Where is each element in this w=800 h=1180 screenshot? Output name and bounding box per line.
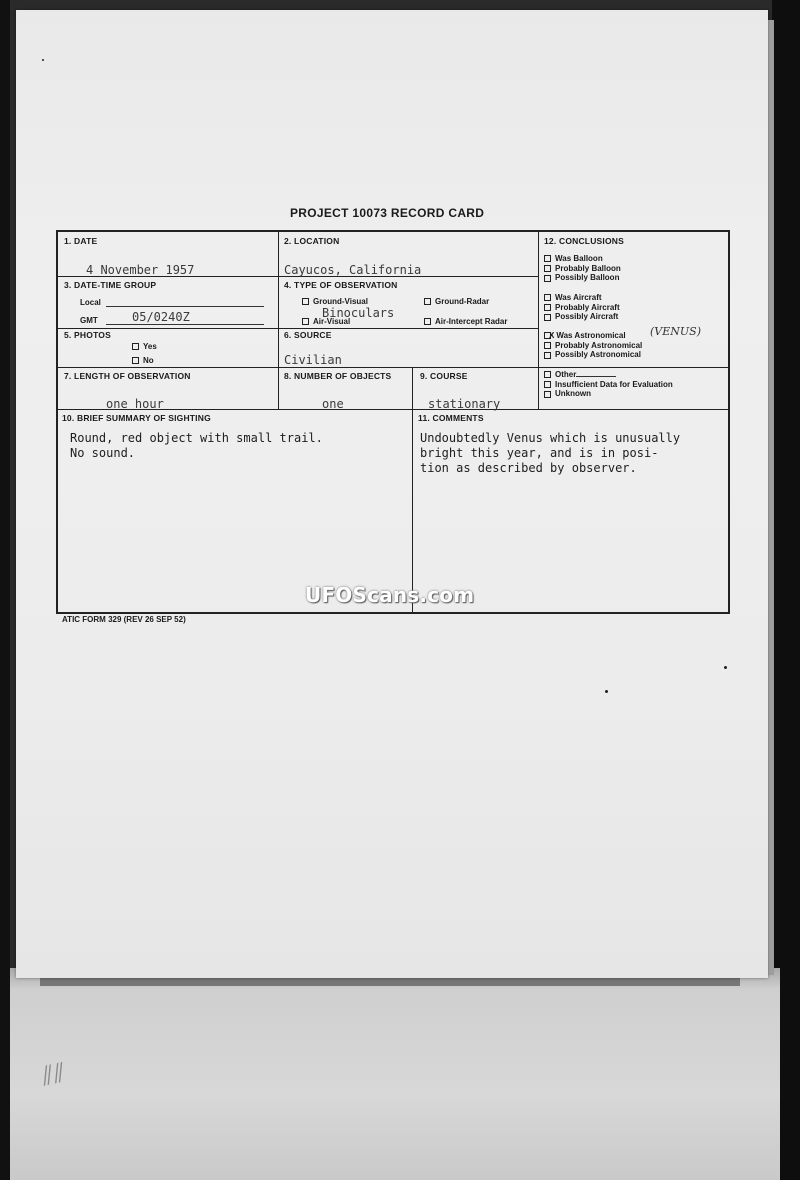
scratch-mark: ⫽⫽ bbox=[39, 1057, 68, 1093]
course-value: stationary bbox=[428, 397, 501, 411]
source-value: Civilian bbox=[284, 353, 342, 367]
underlying-sheet bbox=[10, 968, 780, 1180]
conclusions-aircraft: Was Aircraft Probably Aircraft Possibly Aircraft bbox=[544, 293, 620, 322]
date-label: 1. DATE bbox=[64, 236, 98, 246]
checkbox-icon bbox=[132, 357, 139, 364]
dust-speck bbox=[724, 666, 727, 669]
option-air-intercept-radar: Air-Intercept Radar bbox=[424, 317, 507, 326]
scan-border-left bbox=[0, 0, 10, 1180]
number-of-objects-label: 8. NUMBER OF OBJECTS bbox=[284, 371, 392, 381]
dust-speck bbox=[605, 690, 608, 693]
watermark: UFOScans.com bbox=[305, 583, 475, 607]
source-label: 6. SOURCE bbox=[284, 330, 332, 340]
option-air-visual: Air-Visual bbox=[302, 317, 350, 326]
location-value: Cayucos, California bbox=[284, 263, 422, 277]
checked-mark: X bbox=[549, 331, 555, 340]
checkbox-icon bbox=[544, 255, 551, 262]
option-ground-radar: Ground-Radar bbox=[424, 297, 489, 306]
card-title: PROJECT 10073 RECORD CARD bbox=[290, 206, 485, 220]
observation-note: Binoculars bbox=[322, 306, 395, 320]
dust-speck bbox=[42, 59, 44, 61]
photos-label: 5. PHOTOS bbox=[64, 330, 111, 340]
checkbox-icon bbox=[544, 391, 551, 398]
checkbox-icon bbox=[544, 275, 551, 282]
record-card-form bbox=[56, 230, 730, 614]
conclusions-balloon: Was Balloon Probably Balloon Possibly Balloon bbox=[544, 254, 621, 283]
checkbox-icon bbox=[132, 343, 139, 350]
course-label: 9. COURSE bbox=[420, 371, 468, 381]
comments-text: Undoubtedly Venus which is unusually bright this year, and is in posi- tion as described by observer. bbox=[420, 431, 681, 475]
form-id: ATIC FORM 329 (REV 26 SEP 52) bbox=[62, 615, 186, 624]
checkbox-icon bbox=[544, 342, 551, 349]
checkbox-icon bbox=[544, 352, 551, 359]
brief-summary-label: 10. BRIEF SUMMARY OF SIGHTING bbox=[62, 413, 211, 423]
conclusions-label: 12. CONCLUSIONS bbox=[544, 236, 624, 246]
handwritten-venus: (VENUS) bbox=[650, 325, 701, 338]
checkbox-icon bbox=[544, 371, 551, 378]
checkbox-icon bbox=[302, 298, 309, 305]
checkbox-icon bbox=[544, 381, 551, 388]
date-time-group-label: 3. DATE-TIME GROUP bbox=[64, 280, 157, 290]
checkbox-icon bbox=[544, 265, 551, 272]
checkbox-icon bbox=[302, 318, 309, 325]
option-ground-visual: Ground-Visual bbox=[302, 297, 368, 306]
comments-label: 11. COMMENTS bbox=[418, 413, 484, 423]
length-of-observation-label: 7. LENGTH OF OBSERVATION bbox=[64, 371, 191, 381]
location-label: 2. LOCATION bbox=[284, 236, 340, 246]
checkbox-icon bbox=[424, 318, 431, 325]
checkbox-icon bbox=[544, 314, 551, 321]
gmt-value: 05/0240Z bbox=[132, 310, 190, 324]
date-value: 4 November 1957 bbox=[86, 263, 195, 277]
gmt-label: GMT bbox=[80, 316, 98, 325]
local-label: Local bbox=[80, 298, 101, 307]
brief-summary-text: Round, red object with small trail. No sound. bbox=[70, 431, 323, 460]
length-of-observation-value: one hour bbox=[106, 397, 164, 411]
type-of-observation-label: 4. TYPE OF OBSERVATION bbox=[284, 280, 398, 290]
conclusions-other: Other Insufficient Data for Evaluation Unknown bbox=[544, 370, 673, 399]
conclusions-astronomical: X Was Astronomical Probably Astronomical Possibly Astronomical bbox=[544, 331, 642, 360]
photos-no: No bbox=[132, 356, 154, 365]
number-of-objects-value: one bbox=[322, 397, 344, 411]
photos-yes: Yes bbox=[132, 342, 157, 351]
checkbox-icon bbox=[544, 294, 551, 301]
checkbox-icon bbox=[544, 304, 551, 311]
checkbox-icon bbox=[424, 298, 431, 305]
